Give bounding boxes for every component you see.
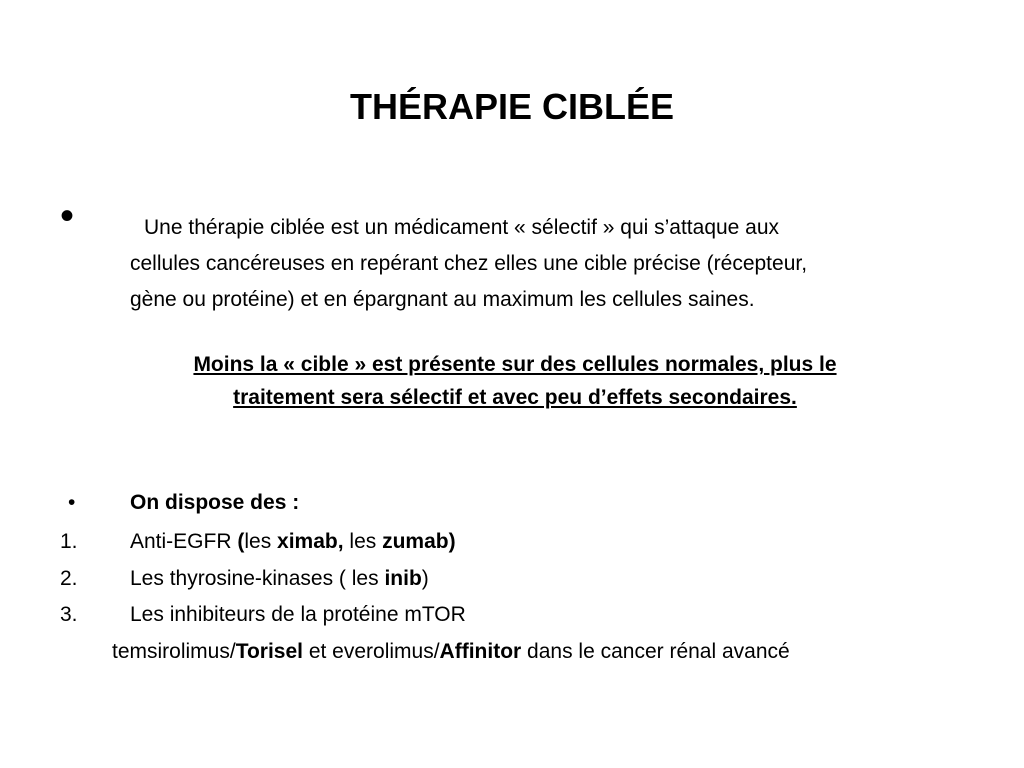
emphasis-statement <box>100 348 930 414</box>
list-item-text <box>130 566 429 592</box>
list-item-number: 2. <box>60 567 78 590</box>
slide-title: THÉRAPIE CIBLÉE <box>349 86 675 127</box>
list-intro-label: On dispose des : <box>130 491 300 514</box>
list-item-number: 3. <box>60 603 78 626</box>
item-1-part-1: Anti-EGFR <box>130 530 238 553</box>
item-1-part-5: les <box>343 530 383 553</box>
list-item-text <box>130 602 466 628</box>
emphasis-line-2: traitement sera sélectif et avec peu d’effets secondaires. <box>233 386 797 409</box>
item-2-part-1: Les thyrosine-kinases ( les <box>130 567 385 590</box>
definition-line-1: Une thérapie ciblée est un médicament « sélectif » qui s’attaque aux <box>144 216 780 239</box>
drugs-part-2: Torisel <box>235 640 303 663</box>
drugs-line <box>112 639 790 665</box>
item-1-part-3: les <box>244 530 278 553</box>
definition-paragraph <box>130 210 990 318</box>
item-2-part-3: ) <box>421 567 429 590</box>
emphasis-line-1: Moins la « cible » est présente sur des cellules normales, plus le <box>193 353 837 376</box>
drugs-part-3: et everolimus/ <box>302 640 440 663</box>
item-1-part-4: ximab, <box>277 530 344 553</box>
bullet-point: • <box>60 194 75 238</box>
list-item-text <box>130 529 456 555</box>
definition-line-2: cellules cancéreuses en repérant chez elles une cible précise (récepteur, <box>130 252 808 275</box>
list-intro-bullet: • <box>68 491 76 514</box>
list-intro-text <box>130 490 299 516</box>
definition-line-3: gène ou protéine) et en épargnant au maximum les cellules saines. <box>130 288 755 311</box>
list-item-number: 1. <box>60 530 78 553</box>
item-1-part-6: zumab) <box>382 530 456 553</box>
drugs-part-1: temsirolimus/ <box>112 640 236 663</box>
item-2-part-2: inib <box>384 567 422 590</box>
item-3-part-1: Les inhibiteurs de la protéine mTOR <box>130 603 466 626</box>
item-1-part-2: ( <box>237 530 245 553</box>
drugs-part-5: dans le cancer rénal avancé <box>521 640 790 663</box>
drugs-part-4: Affinitor <box>439 640 522 663</box>
